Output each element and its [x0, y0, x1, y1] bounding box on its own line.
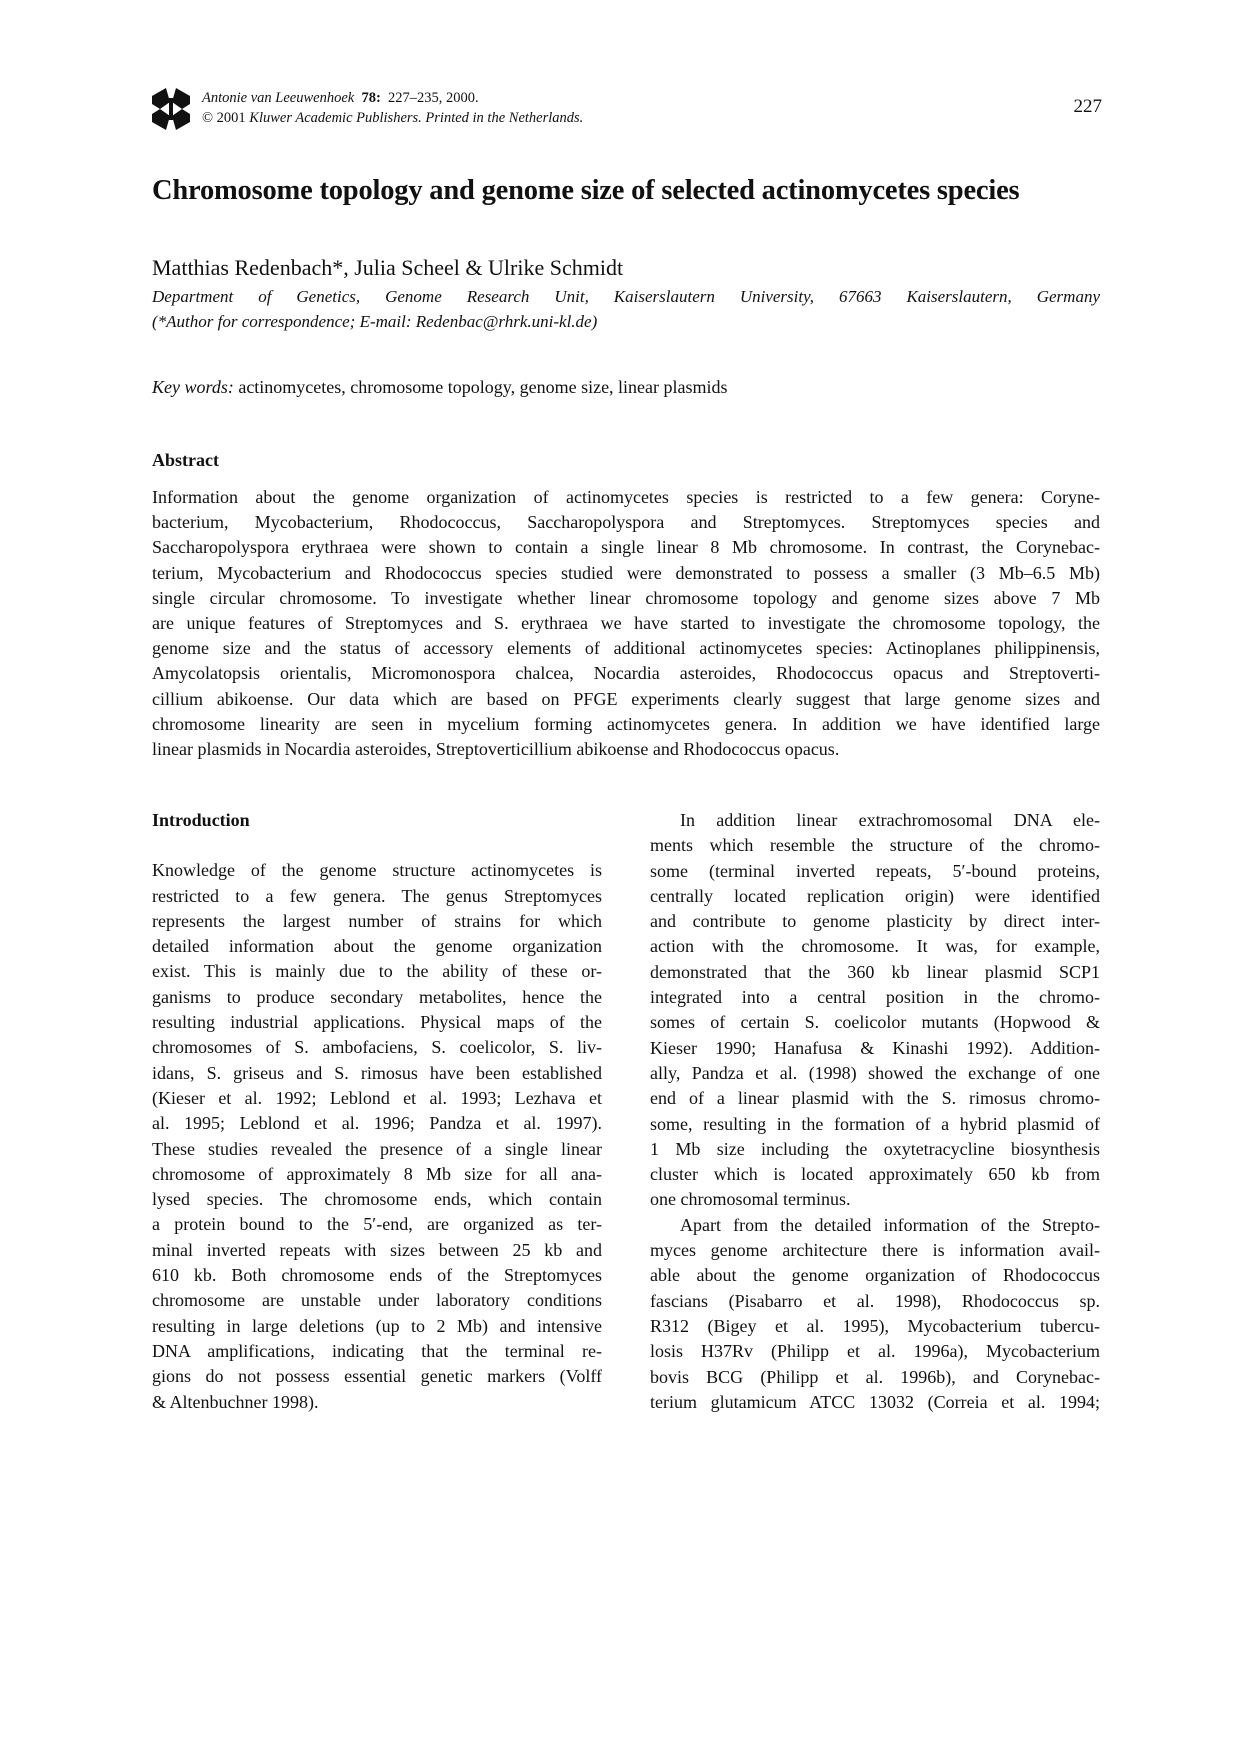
publisher: Kluwer Academic Publishers. Printed in the Netherlands.	[249, 110, 584, 126]
keywords-label: Key words:	[152, 377, 234, 397]
journal-pages-year: 227–235, 2000.	[388, 90, 479, 106]
body-line: (Kieser et al. 1992; Leblond et al. 1993; Lezhava et	[152, 1087, 602, 1108]
body-line: These studies revealed the presence of a single linear	[152, 1138, 602, 1159]
abstract-line: Amycolatopsis orientalis, Micromonospora chalcea, Nocardia asteroides, Rhodococcus opacus and Streptoverti-	[152, 663, 1100, 684]
body-line: minal inverted repeats with sizes between 25 kb and	[152, 1239, 602, 1260]
body-line: 610 kb. Both chromosome ends of the Streptomyces	[152, 1265, 602, 1286]
body-line: fascians (Pisabarro et al. 1998), Rhodococcus sp.	[650, 1290, 1100, 1311]
body-line: chromosome are unstable under laboratory conditions	[152, 1290, 602, 1311]
body-line: centrally located replication origin) were identified	[650, 885, 1100, 906]
body-line: lysed species. The chromosome ends, which contain	[152, 1189, 602, 1210]
abstract-body	[152, 485, 1100, 762]
body-line: & Altenbuchner 1998).	[152, 1391, 319, 1412]
body-line: R312 (Bigey et al. 1995), Mycobacterium tubercu-	[650, 1315, 1100, 1336]
body-line: a protein bound to the 5′-end, are organized as ter-	[152, 1214, 602, 1235]
journal-volume: 78:	[361, 90, 381, 106]
body-line: 1 Mb size including the oxytetracycline biosynthesis	[650, 1138, 1100, 1159]
body-line: able about the genome organization of Rhodococcus	[650, 1265, 1100, 1286]
introduction-right-column	[650, 808, 1100, 1415]
body-line: In addition linear extrachromosomal DNA ele-	[680, 810, 1100, 830]
introduction-heading: Introduction	[152, 810, 250, 830]
body-line: al. 1995; Leblond et al. 1996; Pandza et al. 1997).	[152, 1113, 602, 1134]
body-line: gions do not possess essential genetic markers (Volff	[152, 1366, 602, 1387]
body-line: bovis BCG (Philipp et al. 1996b), and Corynebac-	[650, 1366, 1100, 1387]
body-line: DNA amplifications, indicating that the terminal re-	[152, 1340, 602, 1361]
body-line: resulting in large deletions (up to 2 Mb) and intensive	[152, 1315, 602, 1336]
body-line: some, resulting in the formation of a hybrid plasmid of	[650, 1113, 1100, 1134]
abstract-line: cillium abikoense. Our data which are based on PFGE experiments clearly suggest that large genome sizes and	[152, 688, 1100, 709]
abstract-line: linear plasmids in Nocardia asteroides, Streptoverticillium abikoense and Rhodococcus opacus.	[152, 739, 840, 760]
body-line: Apart from the detailed information of the Strepto-	[680, 1214, 1100, 1235]
body-line: chromosomes of S. ambofaciens, S. coelicolor, S. liv-	[152, 1037, 602, 1058]
abstract-line: genome size and the status of accessory elements of additional actinomycetes species: Actinoplanes philippinensis,	[152, 638, 1100, 659]
abstract-line: single circular chromosome. To investigate whether linear chromosome topology and genome sizes above 7 Mb	[152, 587, 1100, 608]
copyright: © 2001	[202, 110, 246, 126]
body-line: idans, S. griseus and S. rimosus have been established	[152, 1062, 602, 1083]
body-line: end of a linear plasmid with the S. rimosus chromo-	[650, 1088, 1100, 1109]
body-line: cluster which is located approximately 650 kb from	[650, 1164, 1100, 1185]
journal-name: Antonie van Leeuwenhoek	[202, 90, 355, 106]
abstract-line: bacterium, Mycobacterium, Rhodococcus, Saccharopolyspora and Streptomyces. Streptomyces species and	[152, 512, 1100, 533]
abstract-line: Information about the genome organization of actinomycetes species is restricted to a few genera: Coryne-	[152, 487, 1100, 507]
abstract-line: are unique features of Streptomyces and S. erythraea we have started to investigate the chromosome topology, the	[152, 613, 1100, 634]
body-line: exist. This is mainly due to the ability of these or-	[152, 961, 602, 982]
body-line: terium glutamicum ATCC 13032 (Correia et al. 1994;	[650, 1391, 1100, 1412]
paper-title: Chromosome topology and genome size of selected actinomycetes species	[152, 175, 1020, 206]
author-list: Matthias Redenbach*, Julia Scheel & Ulrike Schmidt	[152, 255, 624, 280]
body-line: and contribute to genome plasticity by direct inter-	[650, 911, 1100, 932]
body-line: myces genome architecture there is information avail-	[650, 1240, 1100, 1261]
body-line: restricted to a few genera. The genus Streptomyces	[152, 885, 602, 906]
body-line: detailed information about the genome organization	[152, 936, 602, 957]
body-line: some (terminal inverted repeats, 5′-bound proteins,	[650, 860, 1100, 881]
body-line: Kieser 1990; Hanafusa & Kinashi 1992). Addition-	[650, 1037, 1100, 1058]
body-line: integrated into a central position in the chromo-	[650, 987, 1100, 1008]
body-line: chromosome of approximately 8 Mb size for all ana-	[152, 1163, 602, 1184]
body-line: represents the largest number of strains for which	[152, 910, 602, 931]
body-line: somes of certain S. coelicolor mutants (Hopwood &	[650, 1012, 1100, 1033]
body-line: ganisms to produce secondary metabolites, hence the	[152, 986, 602, 1007]
body-line: ally, Pandza et al. (1998) showed the exchange of one	[650, 1062, 1100, 1083]
page-number: 227	[1073, 96, 1102, 117]
abstract-line: chromosome linearity are seen in mycelium forming actinomycetes genera. In addition we have identified large	[152, 713, 1100, 734]
affiliation-department: Department of Genetics, Genome Research Unit, Kaiserslautern University, 67663 Kaiserslautern, Germany	[152, 287, 1100, 306]
keywords	[152, 377, 728, 398]
affiliation	[152, 284, 1100, 334]
abstract-line: terium, Mycobacterium and Rhodococcus species studied were demonstrated to possess a smaller (3 Mb–6.5 Mb)	[152, 562, 1100, 583]
body-line: action with the chromosome. It was, for example,	[650, 936, 1100, 957]
body-line: Knowledge of the genome structure actinomycetes is	[152, 860, 602, 881]
abstract-heading: Abstract	[152, 450, 219, 470]
keywords-text: actinomycetes, chromosome topology, genome size, linear plasmids	[238, 377, 728, 397]
body-line: resulting industrial applications. Physical maps of the	[152, 1012, 602, 1033]
introduction-left-column	[152, 808, 602, 1415]
publisher-logo-icon	[152, 88, 190, 130]
body-line: demonstrated that the 360 kb linear plasmid SCP1	[650, 961, 1100, 982]
correspondence-email: (*Author for correspondence; E-mail: Redenbac@rhrk.uni-kl.de)	[152, 312, 598, 331]
journal-citation	[202, 88, 583, 128]
abstract-line: Saccharopolyspora erythraea were shown to contain a single linear 8 Mb chromosome. In contrast, the Corynebac-	[152, 537, 1100, 558]
body-line: one chromosomal terminus.	[650, 1189, 851, 1210]
body-line: losis H37Rv (Philipp et al. 1996a), Mycobacterium	[650, 1341, 1100, 1362]
body-line: ments which resemble the structure of the chromo-	[650, 835, 1100, 856]
